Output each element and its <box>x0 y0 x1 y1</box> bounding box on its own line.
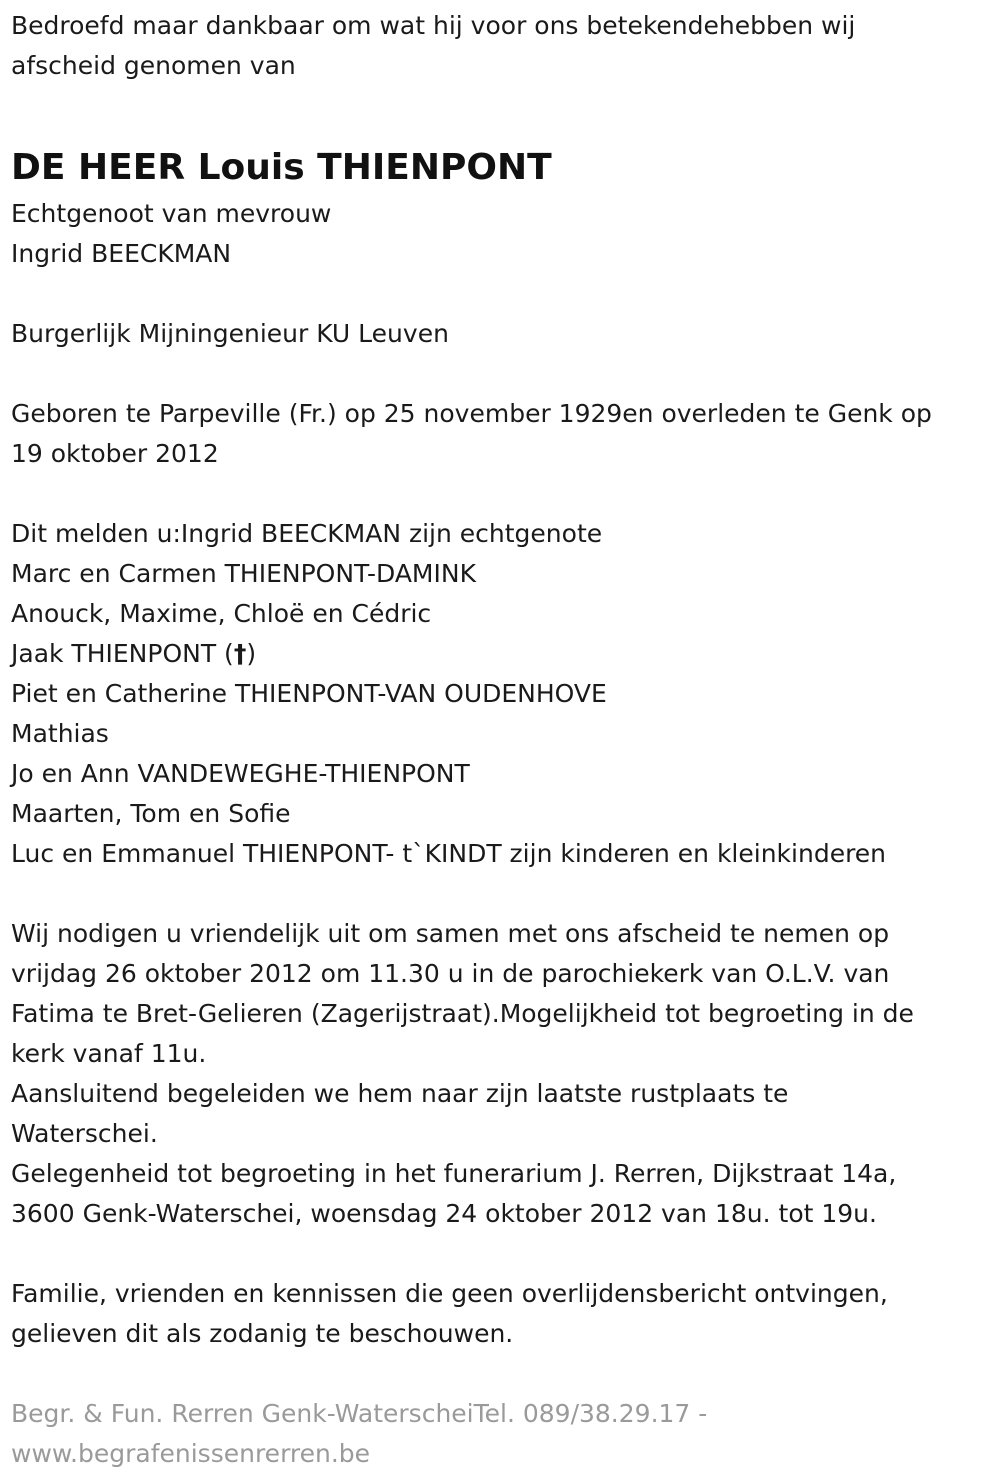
closing-line: Familie, vrienden en kennissen die geen overlijdensbericht ontvingen, <box>11 1279 888 1308</box>
family-line: Dit melden u:Ingrid BEECKMAN zijn echtgenote <box>11 519 603 548</box>
spouse-line: Echtgenoot van mevrouw <box>11 199 332 228</box>
family-line: Piet en Catherine THIENPONT-VAN OUDENHOVE <box>11 679 607 708</box>
closing-line: gelieven dit als zodanig te beschouwen. <box>11 1319 514 1348</box>
birth-death-line: 19 oktober 2012 <box>11 439 219 468</box>
birth-death-info <box>11 394 991 474</box>
family-list <box>11 514 991 874</box>
family-line: Anouck, Maxime, Chloë en Cédric <box>11 599 432 628</box>
obituary-notice <box>11 6 991 1474</box>
funeral-home-footer <box>11 1394 991 1474</box>
profession: Burgerlijk Mijningenieur KU Leuven <box>11 319 449 348</box>
footer-website-link[interactable]: www.begrafenissenrerren.be <box>11 1439 371 1468</box>
ceremony-line: Waterschei. <box>11 1119 158 1148</box>
spouse-name: Ingrid BEECKMAN <box>11 239 232 268</box>
birth-death-line: Geboren te Parpeville (Fr.) op 25 november 1929en overleden te Genk op <box>11 399 932 428</box>
ceremony-paragraph <box>11 914 991 1234</box>
family-line <box>11 634 991 674</box>
ceremony-line: Wij nodigen u vriendelijk uit om samen met ons afscheid te nemen op <box>11 919 890 948</box>
intro-line: afscheid genomen van <box>11 51 296 80</box>
intro-paragraph <box>11 6 991 86</box>
cross-icon: † <box>233 639 247 668</box>
family-member-paren: ) <box>246 639 257 668</box>
ceremony-line: Aansluitend begeleiden we hem naar zijn laatste rustplaats te <box>11 1079 789 1108</box>
ceremony-line: vrijdag 26 oktober 2012 om 11.30 u in de parochiekerk van O.L.V. van <box>11 959 890 988</box>
spouse-info <box>11 194 991 274</box>
ceremony-line: kerk vanaf 11u. <box>11 1039 207 1068</box>
family-line: Luc en Emmanuel THIENPONT- t`KINDT zijn kinderen en kleinkinderen <box>11 839 887 868</box>
closing-paragraph <box>11 1274 991 1354</box>
family-member-name: Jaak THIENPONT ( <box>11 639 234 668</box>
family-line: Jo en Ann VANDEWEGHE-THIENPONT <box>11 759 470 788</box>
ceremony-line: 3600 Genk-Waterschei, woensdag 24 oktober 2012 van 18u. tot 19u. <box>11 1199 877 1228</box>
ceremony-line: Fatima te Bret-Gelieren (Zagerijstraat).Mogelijkheid tot begroeting in de <box>11 999 914 1028</box>
deceased-name: DE HEER Louis THIENPONT <box>11 147 552 188</box>
family-line: Mathias <box>11 719 109 748</box>
family-line: Maarten, Tom en Sofie <box>11 799 291 828</box>
ceremony-line: Gelegenheid tot begroeting in het funerarium J. Rerren, Dijkstraat 14a, <box>11 1159 897 1188</box>
family-line: Marc en Carmen THIENPONT-DAMINK <box>11 559 476 588</box>
footer-contact: Begr. & Fun. Rerren Genk-WaterscheiTel. 089/38.29.17 - <box>11 1399 708 1428</box>
intro-line: Bedroefd maar dankbaar om wat hij voor ons betekendehebben wij <box>11 11 856 40</box>
